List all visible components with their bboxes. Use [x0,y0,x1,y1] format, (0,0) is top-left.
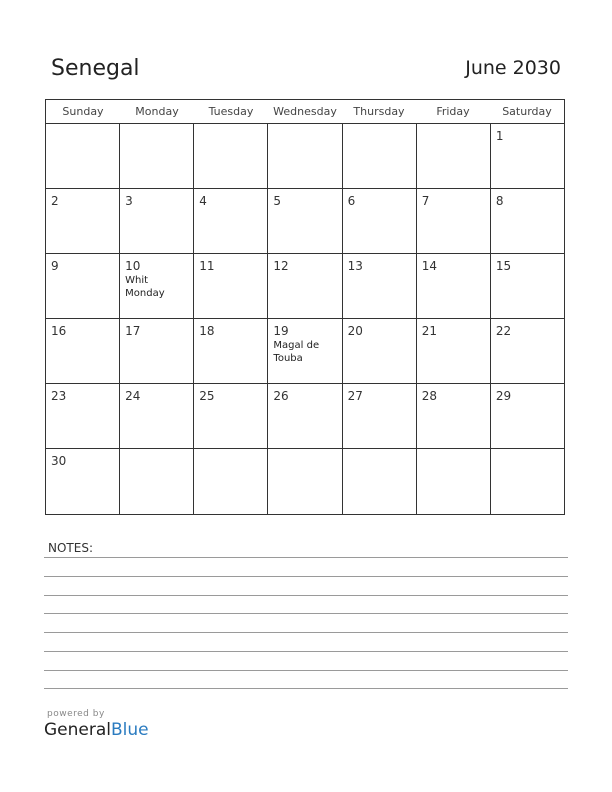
notes-line [44,632,568,633]
day-cell [268,254,342,318]
day-number: 10 [125,259,141,273]
day-cell [120,124,194,188]
day-number: 14 [421,259,437,273]
day-number: 8 [495,194,504,208]
day-cell [120,254,194,318]
day-cell [268,384,342,448]
day-cell [417,319,491,383]
day-cell [417,124,491,188]
day-number: 28 [421,389,437,403]
brand-logo [44,720,149,740]
day-cell [268,124,342,188]
day-number: 16 [51,324,67,338]
day-number: 20 [347,324,363,338]
week-row [46,254,564,319]
day-number: 13 [347,259,363,273]
day-cell [268,319,342,383]
day-number: 3 [125,194,133,208]
notes-line [44,688,568,689]
day-cell [194,254,268,318]
day-cell [491,449,564,515]
day-number: 27 [347,389,363,403]
day-cell [46,254,120,318]
week-row [46,384,564,449]
day-number: 26 [273,389,289,403]
holiday-label: Magal de Touba [273,340,320,364]
calendar-grid [45,99,565,515]
day-number: 23 [51,389,67,403]
day-number: 29 [495,389,512,403]
day-cell [343,319,417,383]
day-cell [268,449,342,515]
day-number: 17 [125,324,141,338]
week-row [46,189,564,254]
day-cell [194,189,268,253]
day-cell [491,189,564,253]
notes-label: NOTES: [48,541,93,555]
day-cell [491,319,564,383]
day-cell [120,319,194,383]
day-cell [343,189,417,253]
day-number: 19 [273,324,289,338]
day-cell [46,449,120,515]
day-number: 1 [495,129,504,143]
week-row [46,124,564,189]
day-cell [343,254,417,318]
day-cell [491,124,564,188]
day-cell [194,449,268,515]
weeks [46,124,564,515]
day-number: 12 [273,259,289,273]
day-number: 15 [495,259,512,273]
week-row [46,319,564,384]
brand-general: General [44,720,111,740]
notes-line [44,670,568,671]
weekday-thursday: Thursday [353,105,405,118]
day-cell [120,189,194,253]
country-title: Senegal [51,56,140,81]
holiday-label: Whit Monday [125,275,165,299]
day-cell [194,384,268,448]
brand-blue: Blue [111,720,149,740]
day-cell [417,449,491,515]
weekday-tuesday: Tuesday [208,105,254,118]
powered-by-text: powered by [47,709,105,719]
day-cell [343,384,417,448]
weekday-header [46,100,564,124]
day-number: 2 [51,194,59,208]
day-cell [194,124,268,188]
day-cell [343,449,417,515]
day-number: 6 [347,194,356,208]
day-cell [194,319,268,383]
day-number: 21 [421,324,437,338]
day-number: 24 [125,389,141,403]
day-number: 18 [199,324,215,338]
weekday-monday: Monday [135,105,179,118]
day-cell [417,384,491,448]
day-cell [46,124,120,188]
notes-line [44,595,568,596]
weekday-sunday: Sunday [62,105,104,118]
weekday-saturday: Saturday [502,105,552,118]
day-cell [417,189,491,253]
day-number: 30 [51,454,67,468]
day-number: 11 [199,259,215,273]
day-cell [491,254,564,318]
day-cell [343,124,417,188]
day-number: 25 [199,389,215,403]
weekday-wednesday: Wednesday [273,105,337,118]
day-cell [120,384,194,448]
day-cell [46,384,120,448]
day-number: 4 [199,194,207,208]
month-title: June 2030 [465,57,561,79]
week-row [46,449,564,515]
day-number: 5 [273,194,282,208]
day-cell [46,319,120,383]
weekday-friday: Friday [436,105,470,118]
day-cell [491,384,564,448]
notes-line [44,557,568,558]
notes-line [44,613,568,614]
day-number: 9 [51,259,59,273]
notes-line [44,576,568,577]
day-number: 22 [495,324,512,338]
day-cell [120,449,194,515]
day-cell [268,189,342,253]
day-cell [46,189,120,253]
day-number: 7 [421,194,430,208]
day-cell [417,254,491,318]
notes-line [44,651,568,652]
